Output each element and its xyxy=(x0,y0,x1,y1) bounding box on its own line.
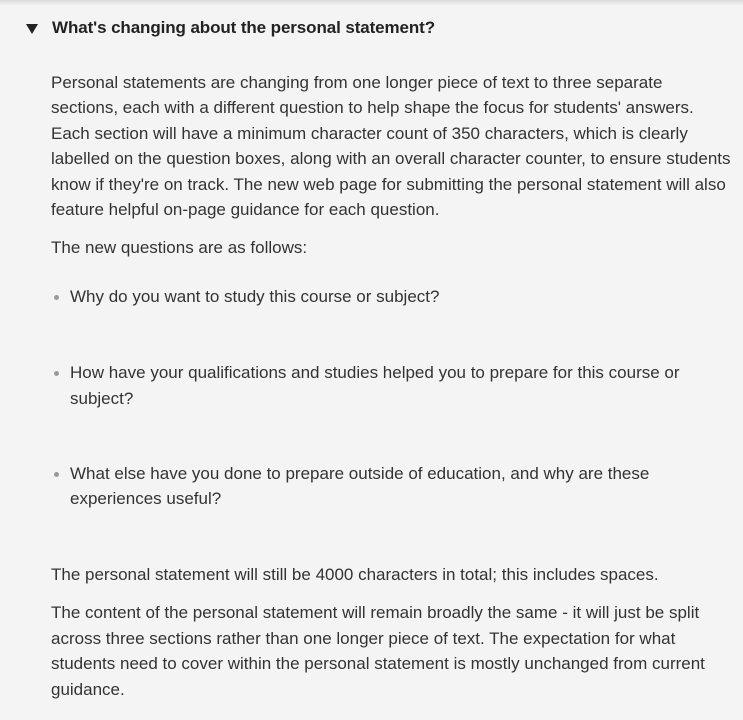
top-shadow xyxy=(0,0,743,6)
accordion-content xyxy=(51,70,731,702)
question-list xyxy=(51,284,731,512)
bullet-icon xyxy=(54,295,59,300)
list-item xyxy=(51,284,731,309)
bullet-icon xyxy=(54,472,59,477)
question-text: Why do you want to study this course or subject? xyxy=(70,286,440,306)
caret-down-icon[interactable] xyxy=(26,24,38,34)
closing-paragraph: The content of the personal statement will remain broadly the same - it will just be split across three sections rather than one longer piece of text. The expectation for what students need to cover within the personal statement is mostly unchanged from current guidance. xyxy=(51,603,705,699)
list-item xyxy=(51,461,731,512)
intro-paragraph: Personal statements are changing from one longer piece of text to three separate sections, each with a different question to help shape the focus for students' answers. Each section will have a minimum character count of 350 characters, which is clearly labelled on the question boxes, along with an overall character counter, to ensure students know if they're on track. The new web page for submitting the personal statement will also feature helpful on-page guidance for each question. xyxy=(51,73,731,220)
accordion-toggle[interactable] xyxy=(26,18,435,38)
total-characters-paragraph: The personal statement will still be 4000 characters in total; this includes spaces. xyxy=(51,564,659,584)
question-text: How have your qualifications and studies helped you to prepare for this course or subject? xyxy=(70,363,680,408)
question-text: What else have you done to prepare outside of education, and why are these experiences useful? xyxy=(70,464,650,509)
accordion-title[interactable]: What's changing about the personal statement? xyxy=(52,18,436,37)
list-item xyxy=(51,360,731,411)
bullet-icon xyxy=(54,371,59,376)
questions-lead: The new questions are as follows: xyxy=(51,238,308,258)
